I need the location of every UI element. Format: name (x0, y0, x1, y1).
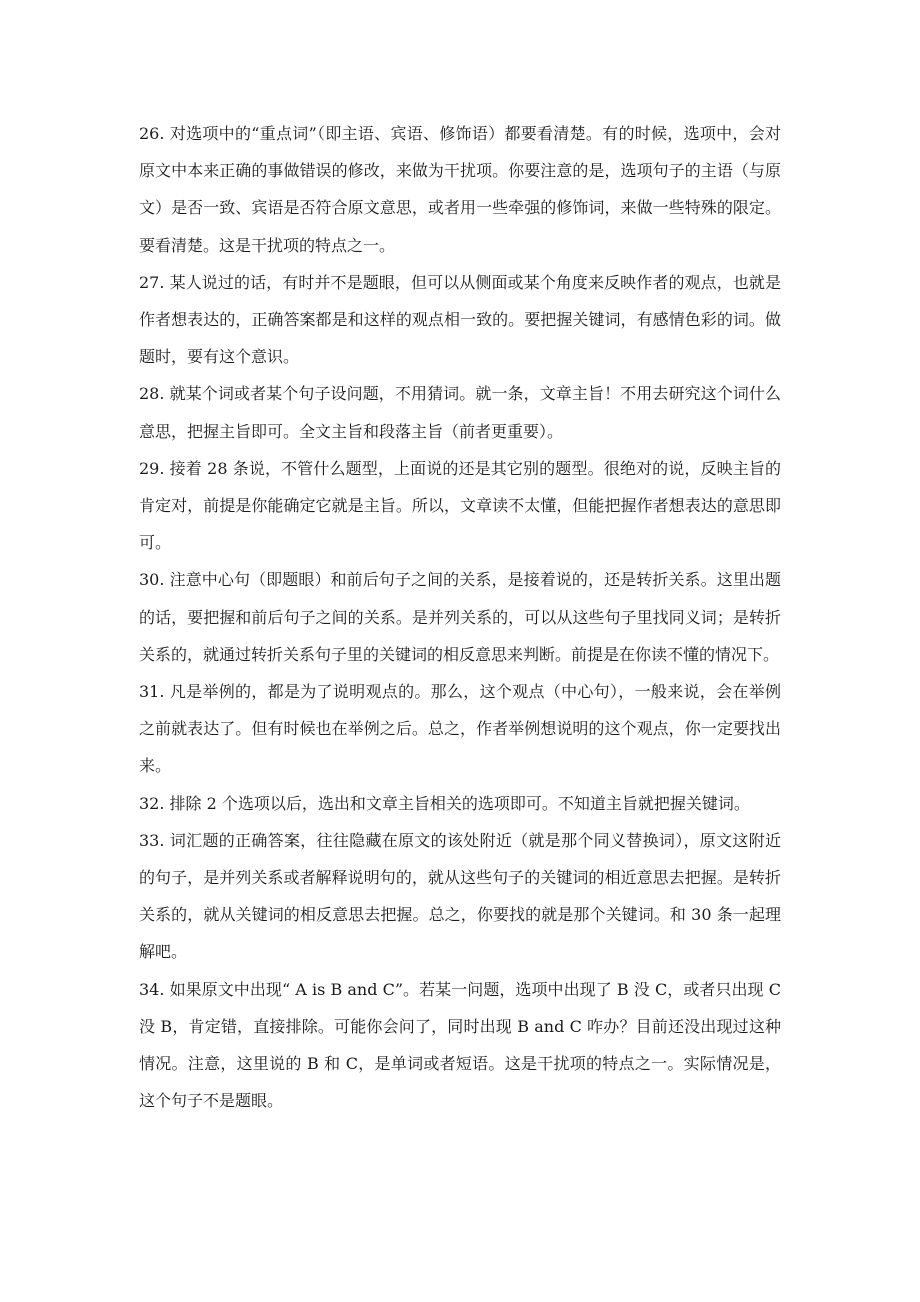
item-number: 33. (139, 830, 170, 850)
item-number: 34. (139, 979, 170, 999)
item-text: 如果原文中出现“ A is B and C”。若某一问题，选项中出现了 B 没 C，或者只出现 C 没 B，肯定错，直接排除。可能你会问了，同时出现 B and C 咋办？目前还没出现过这种情况。注意，这里说的 B 和 C，是单词或者短语。这是干扰项的特点之一。实际情况是，这个句子不是题眼。 (139, 979, 781, 1111)
item-number: 30. (139, 570, 170, 590)
item-number: 27. (139, 272, 170, 292)
item-text: 对选项中的“重点词”（即主语、宾语、修饰语）都要看清楚。有的时候，选项中，会对原文中本来正确的事做错误的修改，来做为干扰项。你要注意的是，选项句子的主语（与原文）是否一致、宾语是否符合原文意思，或者用一些牵强的修饰词，来做一些特殊的限定。要看清楚。这是干扰项的特点之一。 (139, 124, 781, 255)
item-number: 31. (139, 682, 170, 702)
document-body (139, 115, 781, 1119)
list-item-29 (139, 450, 781, 562)
item-text: 排除 2 个选项以后，选出和文章主旨相关的选项即可。不知道主旨就把握关键词。 (169, 793, 750, 813)
list-item-26 (139, 115, 781, 264)
item-number: 28. (139, 384, 170, 404)
list-item-31 (139, 673, 781, 785)
list-item-30 (139, 561, 781, 673)
item-text: 凡是举例的，都是为了说明观点的。那么，这个观点（中心句），一般来说，会在举例之前就表达了。但有时候也在举例之后。总之，作者举例想说明的这个观点，你一定要找出来。 (139, 682, 781, 776)
list-item-32 (139, 785, 781, 822)
list-item-28 (139, 375, 781, 449)
item-text: 接着 28 条说，不管什么题型，上面说的还是其它别的题型。很绝对的说，反映主旨的肯定对，前提是你能确定它就是主旨。所以，文章读不太懂，但能把握作者想表达的意思即可。 (139, 458, 781, 553)
item-number: 32. (139, 793, 170, 813)
item-text: 某人说过的话，有时并不是题眼，但可以从侧面或某个角度来反映作者的观点，也就是作者想表达的，正确答案都是和这样的观点相一致的。要把握关键词，有感情色彩的词。做题时，要有这个意识。 (139, 272, 781, 367)
list-item-33 (139, 822, 781, 971)
list-item-34 (139, 971, 781, 1120)
item-text: 就某个词或者某个句子设问题，不用猜词。就一条，文章主旨！不用去研究这个词什么意思，把握主旨即可。全文主旨和段落主旨（前者更重要）。 (139, 384, 781, 441)
item-text: 词汇题的正确答案，往往隐藏在原文的该处附近（就是那个同义替换词），原文这附近的句子，是并列关系或者解释说明句的，就从这些句子的关键词的相近意思去把握。是转折关系的，就从关键词的相反意思去把握。总之，你要找的就是那个关键词。和 30 条一起理解吧。 (139, 830, 781, 962)
item-text: 注意中心句（即题眼）和前后句子之间的关系，是接着说的，还是转折关系。这里出题的话，要把握和前后句子之间的关系。是并列关系的，可以从这些句子里找同义词；是转折关系的，就通过转折关系句子里的关键词的相反意思来判断。前提是在你读不懂的情况下。 (139, 570, 781, 664)
list-item-27 (139, 264, 781, 376)
item-number: 26. (139, 124, 170, 143)
item-number: 29. (139, 458, 170, 478)
